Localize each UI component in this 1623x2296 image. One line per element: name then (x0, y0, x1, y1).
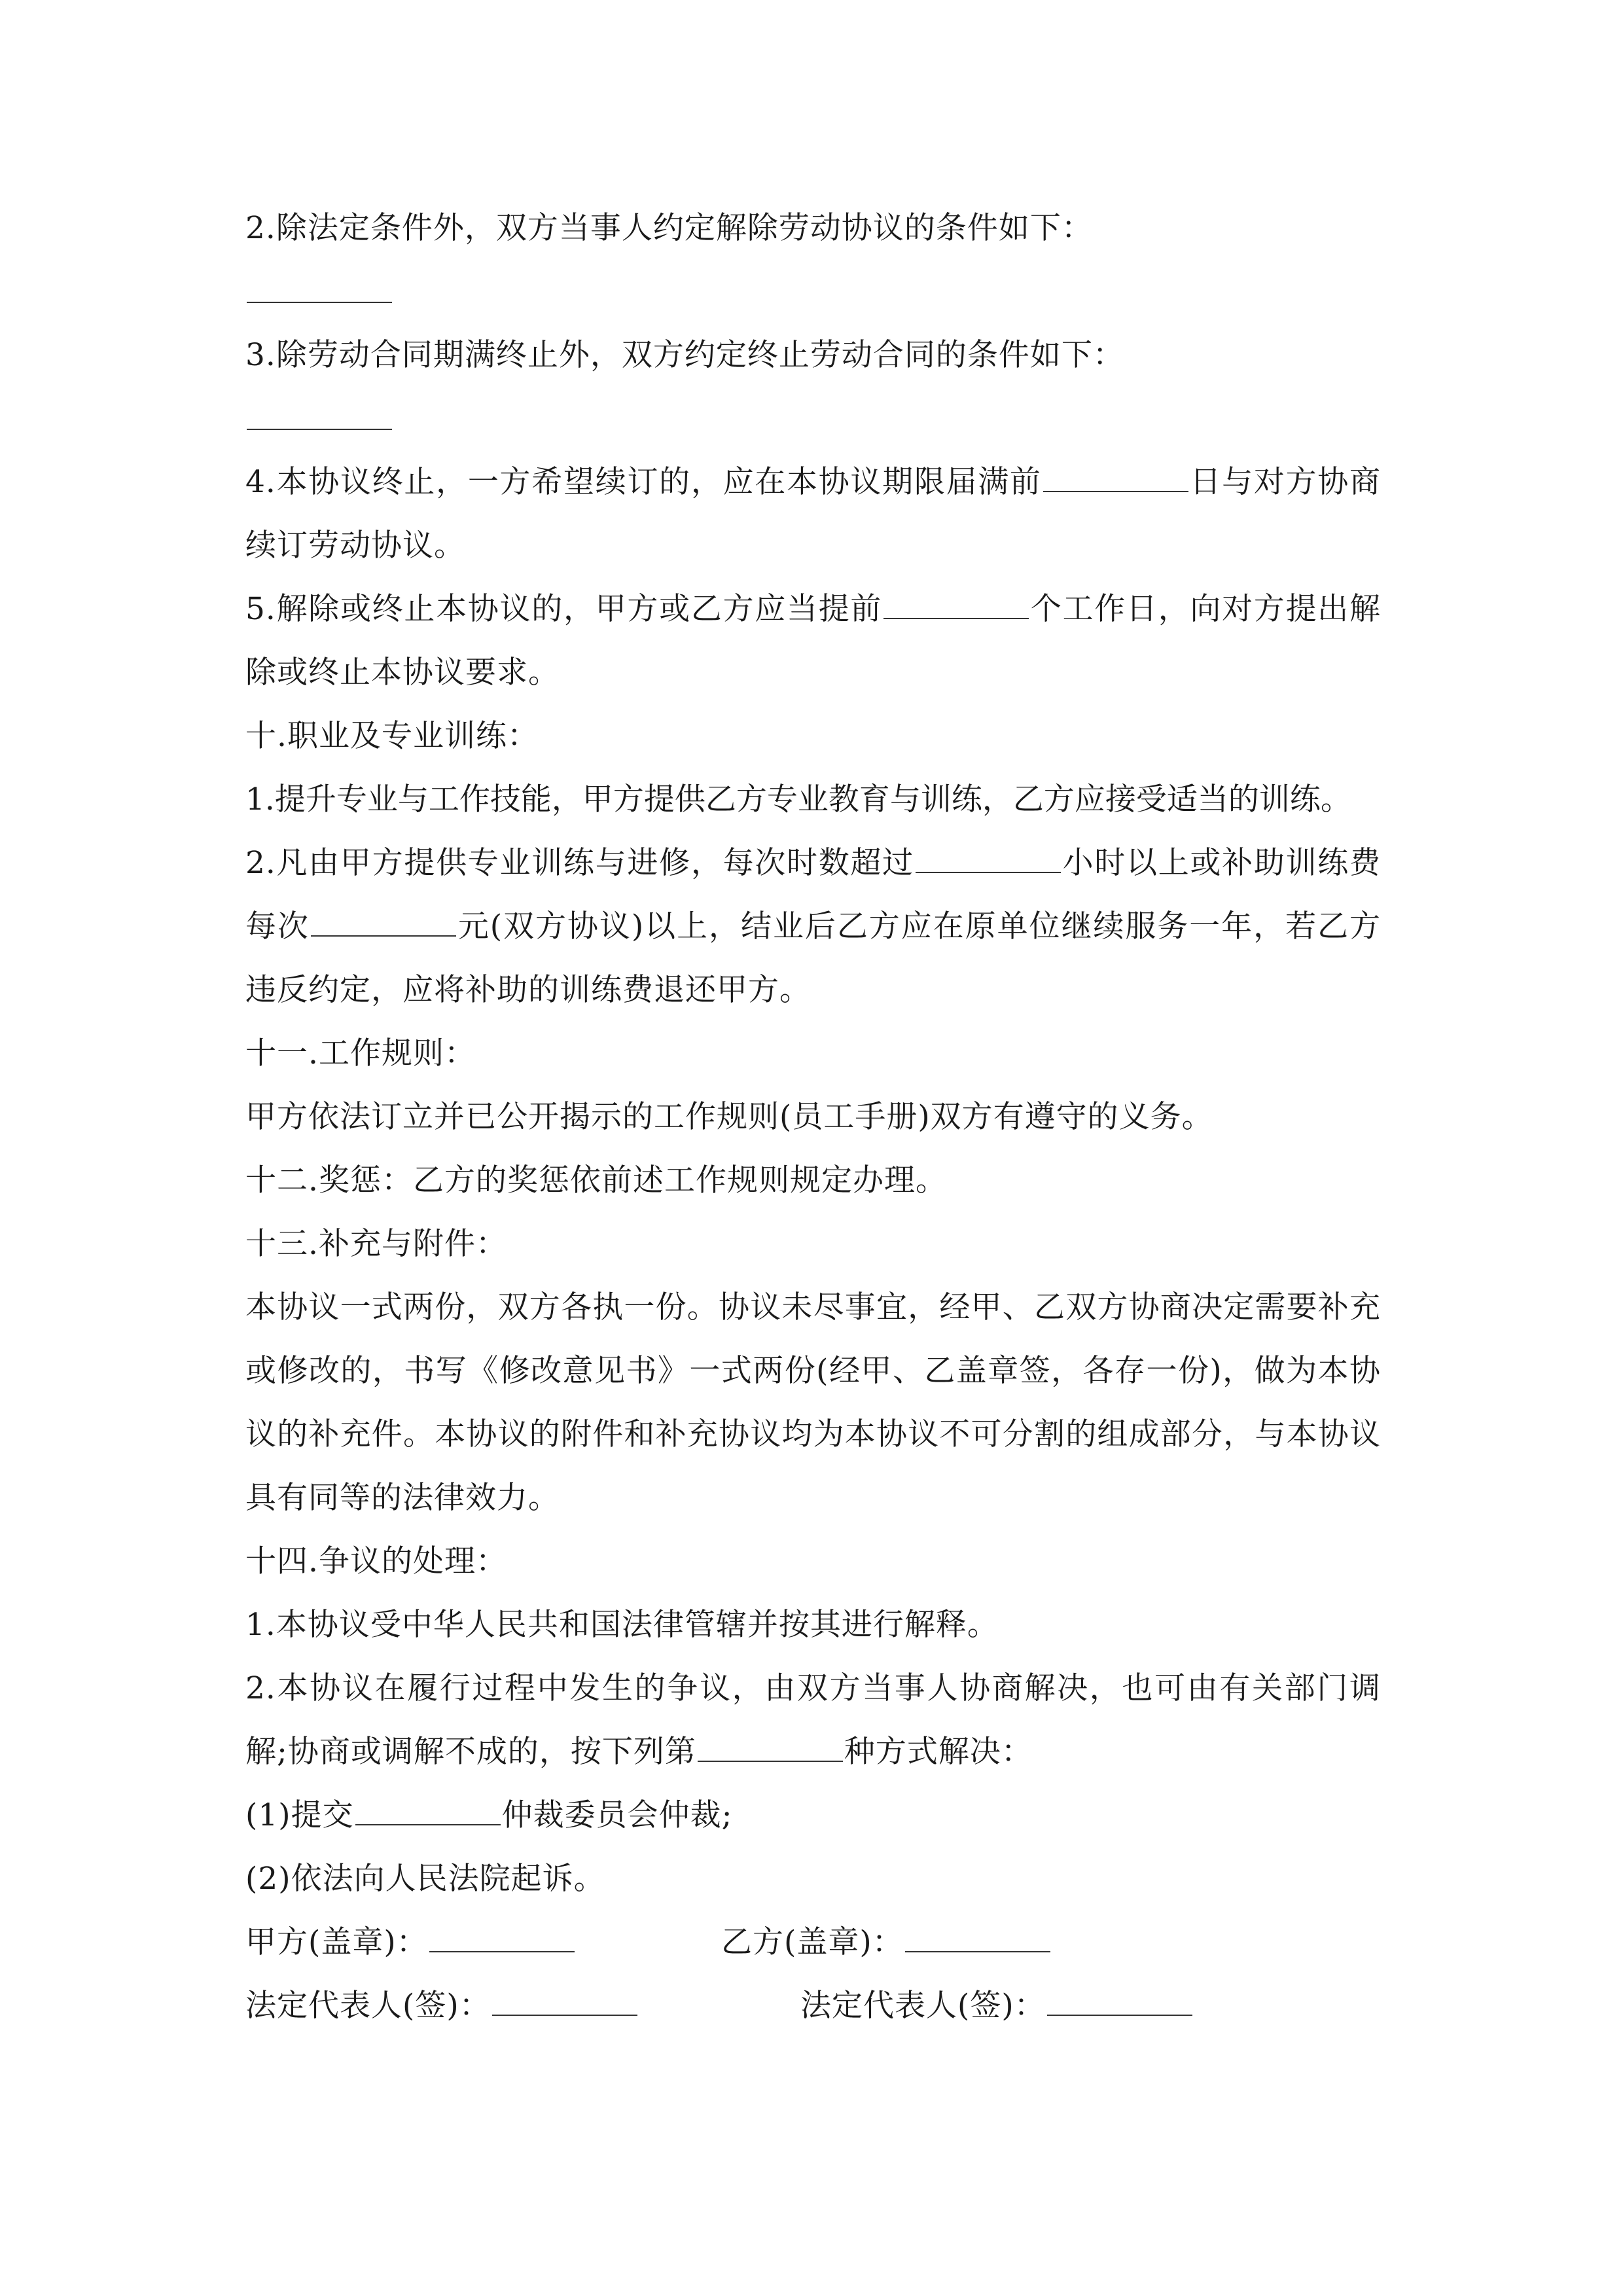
fill-blank[interactable] (355, 1802, 501, 1825)
section-13-heading: 十三.补充与附件： (245, 1226, 507, 1262)
party-a-representative-blank[interactable] (492, 1992, 637, 2016)
seal-row (245, 1910, 1381, 1974)
clause-13-body: 本协议一式两份，双方各执一份。协议未尽事宜，经甲、乙双方协商决定需要补充或修改的，书写《修改意见书》一式两份(经甲、乙盖章签，各存一份)，做为本协议的补充件。本协议的附件和补充协议均为本协议不可分割的组成部分，与本协议具有同等的法律效力。 (245, 1289, 1381, 1516)
clause-10-2: 2.凡由甲方提供专业训练与进修，每次时数超过 小时以上或补助训练费每次 元(双方协议)以上，结业后乙方应在原单位继续服务一年，若乙方违反约定，应将补助的训练费退还甲方。 (245, 845, 1382, 1008)
section-10-heading: 十.职业及专业训练： (245, 718, 539, 754)
fill-blank[interactable] (883, 596, 1029, 619)
fill-blank[interactable] (916, 850, 1061, 873)
section-12: 十二.奖惩：乙方的奖惩依前述工作规则规定办理。 (245, 1162, 947, 1198)
fill-blank[interactable] (311, 913, 456, 937)
party-b-seal-blank[interactable] (905, 1929, 1050, 1952)
section-14-heading: 十四.争议的处理： (245, 1543, 507, 1579)
fill-blank[interactable] (698, 1738, 843, 1762)
party-a-seal-blank[interactable] (429, 1929, 575, 1952)
party-b-representative-blank[interactable] (1047, 1992, 1192, 2016)
party-a-representative: 法定代表人(签)： (245, 1974, 639, 2037)
party-b-representative: 法定代表人(签)： (800, 1974, 1194, 2037)
clause-11-body: 甲方依法订立并已公开揭示的工作规则(员工手册)双方有遵守的义务。 (245, 1099, 1213, 1135)
section-11-heading: 十一.工作规则： (245, 1035, 476, 1071)
clause-9-4: 4.本协议终止，一方希望续订的，应在本协议期限届满前 日与对方协商续订劳动协议。 (245, 464, 1382, 564)
clause-9-2-blank-line (245, 260, 1381, 323)
representative-row (245, 1974, 1381, 2037)
clause-10-1: 1.提升专业与工作技能，甲方提供乙方专业教育与训练，乙方应接受适当的训练。 (245, 781, 1351, 817)
fill-blank[interactable] (1043, 469, 1188, 492)
clause-9-3: 3.除劳动合同期满终止外，双方约定终止劳动合同的条件如下： (245, 337, 1124, 373)
clause-14-1: 1.本协议受中华人民共和国法律管辖并按其进行解释。 (245, 1607, 999, 1643)
clause-9-3-blank-line (245, 387, 1381, 450)
clause-9-2: 2.除法定条件外，双方当事人约定解除劳动协议的条件如下： (245, 210, 1093, 246)
clause-14-2-option-1: (1)提交 仲裁委员会仲裁; (245, 1797, 733, 1833)
clause-14-2: 2.本协议在履行过程中发生的争议，由双方当事人协商解决，也可由有关部门调解;协商或调解不成的，按下列第 种方式解决： (245, 1670, 1381, 1770)
clause-9-5: 5.解除或终止本协议的，甲方或乙方应当提前 个工作日，向对方提出解除或终止本协议要求。 (245, 591, 1382, 691)
document-body (245, 196, 1381, 2037)
party-a-seal: 甲方(盖章)： (245, 1910, 576, 1974)
fill-blank[interactable] (247, 279, 392, 303)
fill-blank[interactable] (247, 406, 392, 430)
clause-14-2-option-2: (2)依法向人民法院起诉。 (245, 1861, 605, 1897)
party-b-seal: 乙方(盖章)： (721, 1910, 1052, 1974)
